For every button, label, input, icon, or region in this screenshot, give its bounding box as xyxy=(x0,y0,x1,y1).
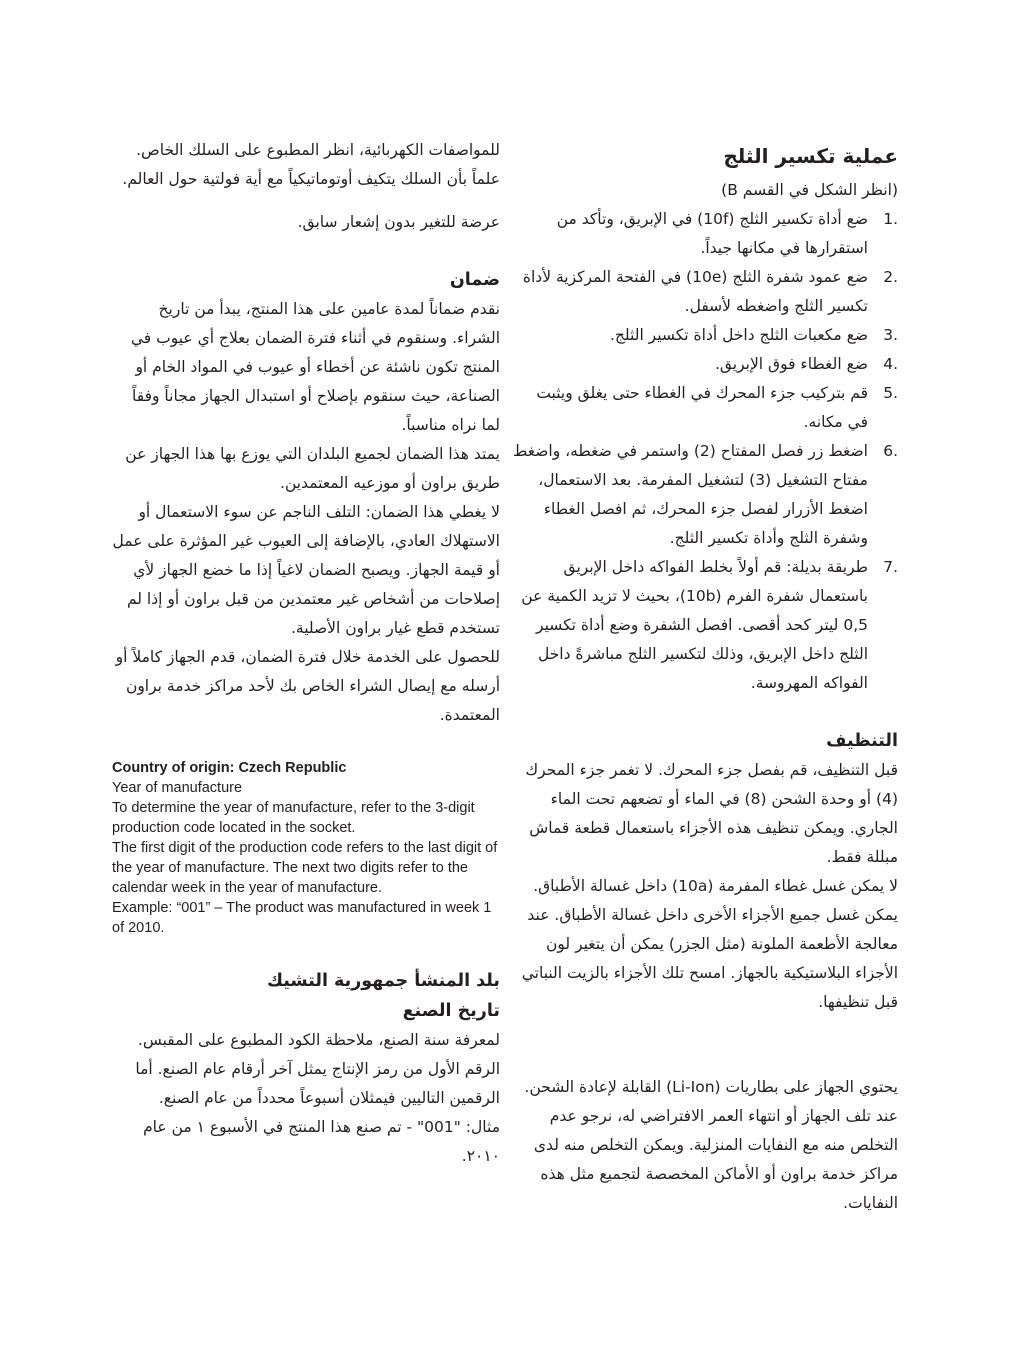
origin-english-subtitle: Year of manufacture xyxy=(112,780,243,796)
origin-english-block xyxy=(112,758,500,938)
origin-english-title: Country of origin: Czech Republic xyxy=(112,760,347,776)
origin-arabic-block xyxy=(112,966,500,1171)
origin-english-paragraph-3: Example: “001” – The product was manufactured in week 1 of 2010. xyxy=(112,900,492,936)
warranty-paragraph-3: لا يغطي هذا الضمان: التلف الناجم عن سوء الاستعمال أو الاستهلاك العادي، بالإضافة إلى العيوب غير المؤثرة على عمل أو قيمة الجهاز. ويصبح الضمان لاغياً إذا ما خضع الجهاز لأي إصلاحات من أشخاص غير معتمدين من قبل براون أو إذا لم تستخدم قطع غيار براون الأصلية. xyxy=(112,503,500,637)
step-number: 2. xyxy=(883,268,898,286)
origin-arabic-paragraph-3: مثال: "001" - تم صنع هذا المنتج في الأسبوع ١ من عام ٢٠١٠. xyxy=(143,1118,500,1165)
step-number: 7. xyxy=(883,558,898,576)
warranty-paragraph-4: للحصول على الخدمة خلال فترة الضمان، قدم الجهاز كاملاً أو أرسله مع إيصال الشراء الخاص بك لأحد مراكز خدمة براون المعتمدة. xyxy=(115,648,500,724)
step-item xyxy=(512,321,898,350)
cleaning-title: التنظيف xyxy=(826,731,898,751)
change-notice: عرضة للتغير بدون إشعار سابق. xyxy=(297,213,500,231)
step-number: 1. xyxy=(883,210,898,228)
ice-crushing-steps xyxy=(512,205,898,698)
step-text: ضع أداة تكسير الثلج (10f) في الإبريق، وتأكد من استقرارها في مكانها جيداً. xyxy=(556,210,868,257)
step-text: ضع عمود شفرة الثلج (10e) في الفتحة المركزية لأداة تكسير الثلج واضغطه لأسفل. xyxy=(522,268,868,315)
origin-english-paragraph-1: To determine the year of manufacture, refer to the 3-digit production code located in the socket. xyxy=(112,800,475,836)
right-column xyxy=(512,136,898,1218)
electrical-spec-paragraph: للمواصفات الكهربائية، انظر المطبوع على السلك الخاص. علماً بأن السلك يتكيف أوتوماتيكياً مع أية فولتية حول العالم. xyxy=(122,141,500,188)
step-text: اضغط زر فصل المفتاح (2) واستمر في ضغطه، واضغط مفتاح التشغيل (3) لتشغيل المفرمة. بعد الاستعمال، اضغط الأزرار لفصل جزء المحرك، ثم افصل الغطاء وشفرة الثلج وأداة تكسير الثلج. xyxy=(513,442,868,547)
step-text: ضع الغطاء فوق الإبريق. xyxy=(714,355,868,373)
origin-arabic-paragraph-2: الرقم الأول من رمز الإنتاج يمثل آخر أرقام عام الصنع. أما الرقمين التاليين فيمثلان أسبوعاً محدداً من عام الصنع. xyxy=(135,1060,500,1107)
left-column xyxy=(112,136,500,1171)
step-item xyxy=(512,350,898,379)
step-item xyxy=(512,263,898,321)
origin-arabic-title: بلد المنشأ جمهورية التشيك xyxy=(266,971,500,991)
origin-english-paragraph-2: The first digit of the production code refers to the last digit of the year of manufacture. The next two digits refer to the calendar week in the year of manufacture. xyxy=(112,840,498,896)
step-item xyxy=(512,553,898,698)
origin-arabic-paragraph-1: لمعرفة سنة الصنع، ملاحظة الكود المطبوع على المقبس. xyxy=(137,1031,500,1049)
step-number: 4. xyxy=(883,355,898,373)
ice-crushing-title: عملية تكسير الثلج xyxy=(723,144,898,168)
step-item xyxy=(512,379,898,437)
step-item xyxy=(512,205,898,263)
step-text: قم بتركيب جزء المحرك في الغطاء حتى يغلق ويثبت في مكانه. xyxy=(536,384,868,431)
battery-disposal-paragraph: يحتوي الجهاز على بطاريات (Li-Ion) القابلة لإعادة الشحن. عند تلف الجهاز أو انتهاء العمر الافتراضي له، نرجو عدم التخلص منه مع النفايات المنزلية. ويمكن التخلص منه لدى مراكز خدمة براون أو الأماكن المخصصة لتجميع مثل هذه النفايات. xyxy=(524,1078,898,1212)
ice-crushing-subtitle: (انظر الشكل في القسم B) xyxy=(721,181,898,199)
origin-arabic-subtitle: تاريخ الصنع xyxy=(402,1001,500,1021)
step-number: 6. xyxy=(883,442,898,460)
warranty-paragraph-1: نقدم ضماناً لمدة عامين على هذا المنتج، يبدأ من تاريخ الشراء. وسنقوم في أثناء فترة الضمان بعلاج أي عيوب في المنتج تكون ناشئة عن أخطاء أو عيوب في المواد الخام أو الصناعة، حيث سنقوم بإصلاح أو استبدال الجهاز مجاناً وفقاً لما نراه مناسباً. xyxy=(130,300,500,434)
cleaning-paragraph-2: لا يمكن غسل غطاء المفرمة (10a) داخل غسالة الأطباق. يمكن غسل جميع الأجزاء الأخرى داخل غسالة الأطباق. عند معالجة الأطعمة الملونة (مثل الجزر) يمكن أن يتغير لون الأجزاء البلاستيكية بالجهاز. امسح تلك الأجزاء بالزيت النباتي قبل تنظيفها. xyxy=(521,877,898,1011)
step-number: 3. xyxy=(883,326,898,344)
cleaning-paragraph-1: قبل التنظيف، قم بفصل جزء المحرك. لا تغمر جزء المحرك (4) أو وحدة الشحن (8) في الماء أو تضعهم تحت الماء الجاري. ويمكن تنظيف هذه الأجزاء باستعمال قطعة قماش مبللة فقط. xyxy=(525,761,898,866)
step-text: طريقة بديلة: قم أولاً بخلط الفواكه داخل الإبريق باستعمال شفرة الفرم (10b)، بحيث لا تزيد الكمية عن 0,5 ليتر كحد أقصى. افصل الشفرة وضع أداة تكسير الثلج داخل الإبريق، وذلك لتكسير الثلج مباشرةً داخل الفواكه المهروسة. xyxy=(521,558,868,692)
step-item xyxy=(512,437,898,553)
step-number: 5. xyxy=(883,384,898,402)
warranty-title: ضمان xyxy=(449,270,500,290)
step-text: ضع مكعبات الثلج داخل أداة تكسير الثلج. xyxy=(609,326,868,344)
warranty-paragraph-2: يمتد هذا الضمان لجميع البلدان التي يوزع بها هذا الجهاز عن طريق براون أو موزعيه المعتمدين. xyxy=(125,445,500,492)
